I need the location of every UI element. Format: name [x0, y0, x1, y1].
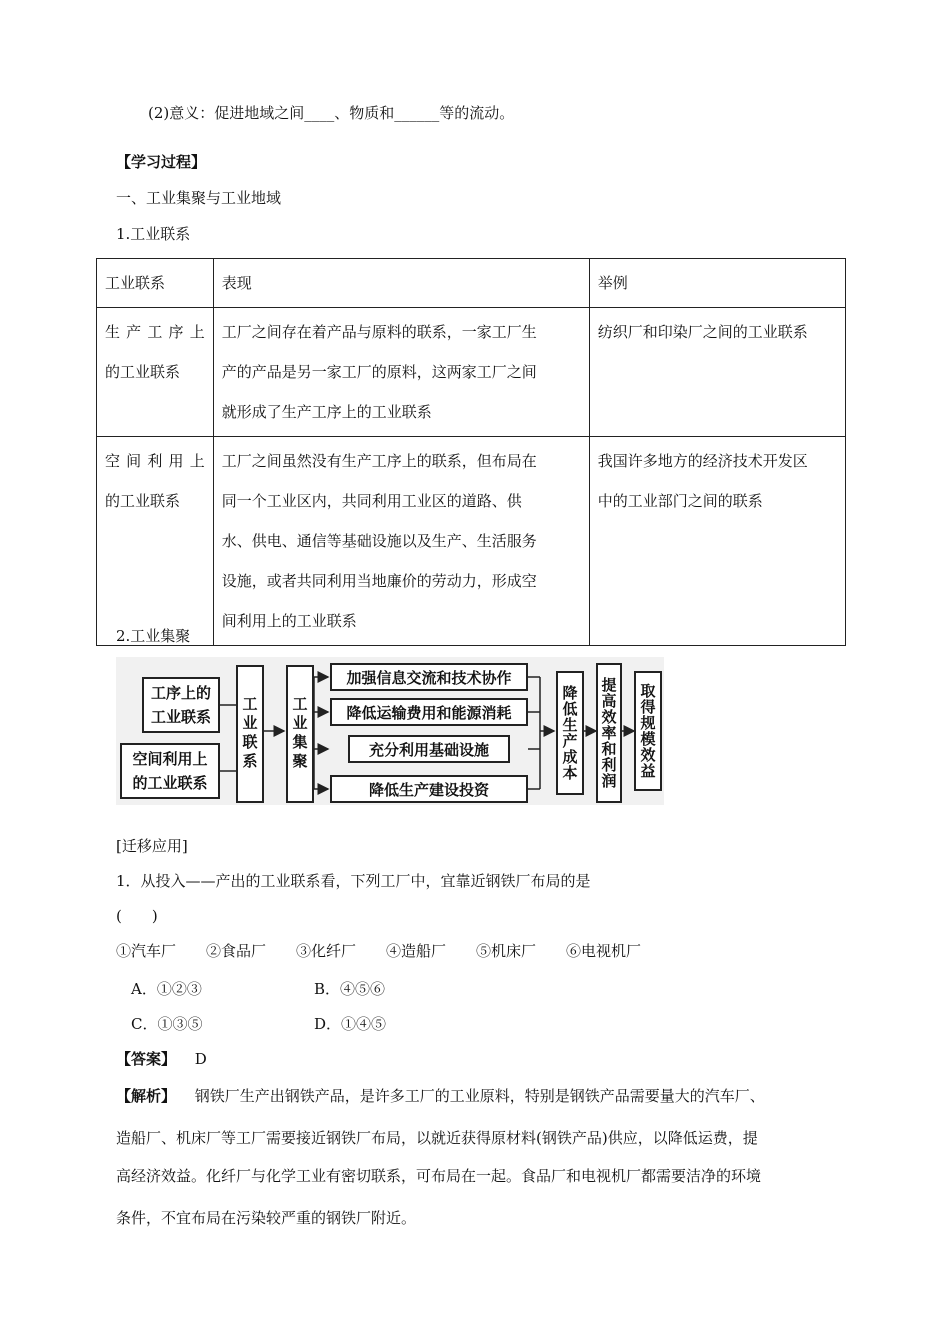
- cell-line: 中的工业部门之间的联系: [597, 492, 763, 510]
- box-text: 降低生产建设投资: [368, 780, 489, 799]
- cell-line: 空间利用上: [105, 452, 205, 470]
- cell-line: 的工业联系: [105, 492, 181, 510]
- row-example-cell: [589, 308, 845, 437]
- answer-value: D: [194, 1050, 207, 1068]
- row-description-cell: [213, 308, 589, 437]
- cell-line: 间利用上的工业联系: [221, 612, 357, 630]
- box-efficiency-profit: [596, 663, 622, 803]
- box-line: 的工业联系: [132, 774, 208, 792]
- subheading-industrial-cluster: 2.工业集聚: [116, 627, 191, 645]
- analysis-label: 【解析】: [116, 1087, 177, 1105]
- box-text: 加强信息交流和技术协作: [346, 668, 512, 687]
- box-lower-cost: [556, 671, 584, 795]
- question-items: ①汽车厂 ②食品厂 ③化纤厂 ④造船厂 ⑤机床厂 ⑥电视机厂: [116, 942, 642, 960]
- cell-line: 工厂之间存在着产品与原料的联系，一家工厂生: [221, 323, 537, 341]
- header-example: 举例: [589, 259, 845, 308]
- box-line: 工业联系: [150, 708, 211, 726]
- box-industrial-cluster: [286, 665, 314, 803]
- analysis-text: 钢铁厂生产出钢铁产品，是许多工厂的工业原料，特别是钢铁产品需要量大的汽车厂、: [194, 1087, 765, 1105]
- box-scale-benefit: [634, 671, 662, 791]
- analysis-line: 高经济效益。化纤厂与化学工业有密切联系，可布局在一起。食品厂和电视机厂都需要洁净的环境: [116, 1167, 762, 1185]
- option-d: D．①④⑤: [314, 1015, 387, 1033]
- section-learning-process: 【学习过程】: [116, 153, 207, 171]
- question-paren: ( ): [116, 907, 158, 925]
- row-description-cell: [213, 437, 589, 646]
- analysis-first-line: [116, 1086, 765, 1106]
- box-text: 降低生产成本: [560, 685, 579, 781]
- option-c: C．①③⑤: [131, 1015, 203, 1033]
- meaning-line: (2)意义：促进地域之间____、物质和______等的流动。: [148, 104, 515, 122]
- box-text: 提高效率和利润: [599, 677, 618, 789]
- box-text: 降低运输费用和能源消耗: [346, 703, 512, 722]
- cell-line: 的工业联系: [105, 363, 181, 381]
- cell-line: 产的产品是另一家工厂的原料，这两家工厂之间: [221, 363, 537, 381]
- box-space-link: [120, 743, 220, 799]
- row-type-cell: [97, 308, 214, 437]
- box-text: 充分利用基础设施: [368, 740, 489, 759]
- industrial-links-table: [96, 258, 846, 646]
- answer-label: 【答案】: [116, 1050, 177, 1068]
- industrial-cluster-diagram: [116, 657, 664, 805]
- box-text: 工业联系: [240, 696, 259, 772]
- box-text: 工业集聚: [290, 696, 309, 772]
- cell-line: 纺织厂和印染厂之间的工业联系: [597, 323, 808, 341]
- cell-line: 生产工序上: [105, 323, 205, 341]
- benefit-investment: [330, 775, 528, 803]
- heading-industrial-agglomeration: 一、工业集聚与工业地域: [116, 189, 282, 207]
- practice-title: [迁移应用]: [116, 837, 188, 855]
- header-link-type: 工业联系: [97, 259, 214, 308]
- cell-line: 工厂之间虽然没有生产工序上的联系，但布局在: [221, 452, 537, 470]
- header-description: 表现: [213, 259, 589, 308]
- benefit-transport-energy: [330, 698, 528, 726]
- cell-line: 设施，或者共同利用当地廉价的劳动力，形成空: [221, 572, 537, 590]
- box-industrial-link: [236, 665, 264, 803]
- analysis-line: 条件，不宜布局在污染较严重的钢铁厂附近。: [116, 1209, 417, 1227]
- benefit-infrastructure: [348, 735, 510, 763]
- answer-row: [116, 1049, 207, 1069]
- analysis-line: 造船厂、机床厂等工厂需要接近钢铁厂布局，以就近获得原材料(钢铁产品)供应，以降低运费，提: [116, 1129, 758, 1147]
- cell-line: 同一个工业区内，共同利用工业区的道路、供: [221, 492, 522, 510]
- box-line: 空间利用上: [132, 750, 208, 768]
- option-b: B．④⑤⑥: [314, 980, 386, 998]
- row-type-cell: [97, 437, 214, 646]
- box-line: 工序上的: [150, 684, 211, 702]
- box-process-link: [142, 677, 220, 733]
- cell-line: 就形成了生产工序上的工业联系: [221, 403, 432, 421]
- option-a: A．①②③: [131, 980, 202, 998]
- table-row: [97, 308, 846, 437]
- question-text: 1．从投入——产出的工业联系看，下列工厂中，宜靠近钢铁厂布局的是: [116, 872, 591, 890]
- benefit-info-exchange: [330, 663, 528, 691]
- table-header-row: [97, 259, 846, 308]
- row-example-cell: [589, 437, 845, 646]
- cell-line: 我国许多地方的经济技术开发区: [597, 452, 808, 470]
- box-text: 取得规模效益: [638, 683, 657, 779]
- subheading-industrial-links: 1.工业联系: [116, 225, 191, 243]
- cell-line: 水、供电、通信等基础设施以及生产、生活服务: [221, 532, 537, 550]
- table-row: [97, 437, 846, 646]
